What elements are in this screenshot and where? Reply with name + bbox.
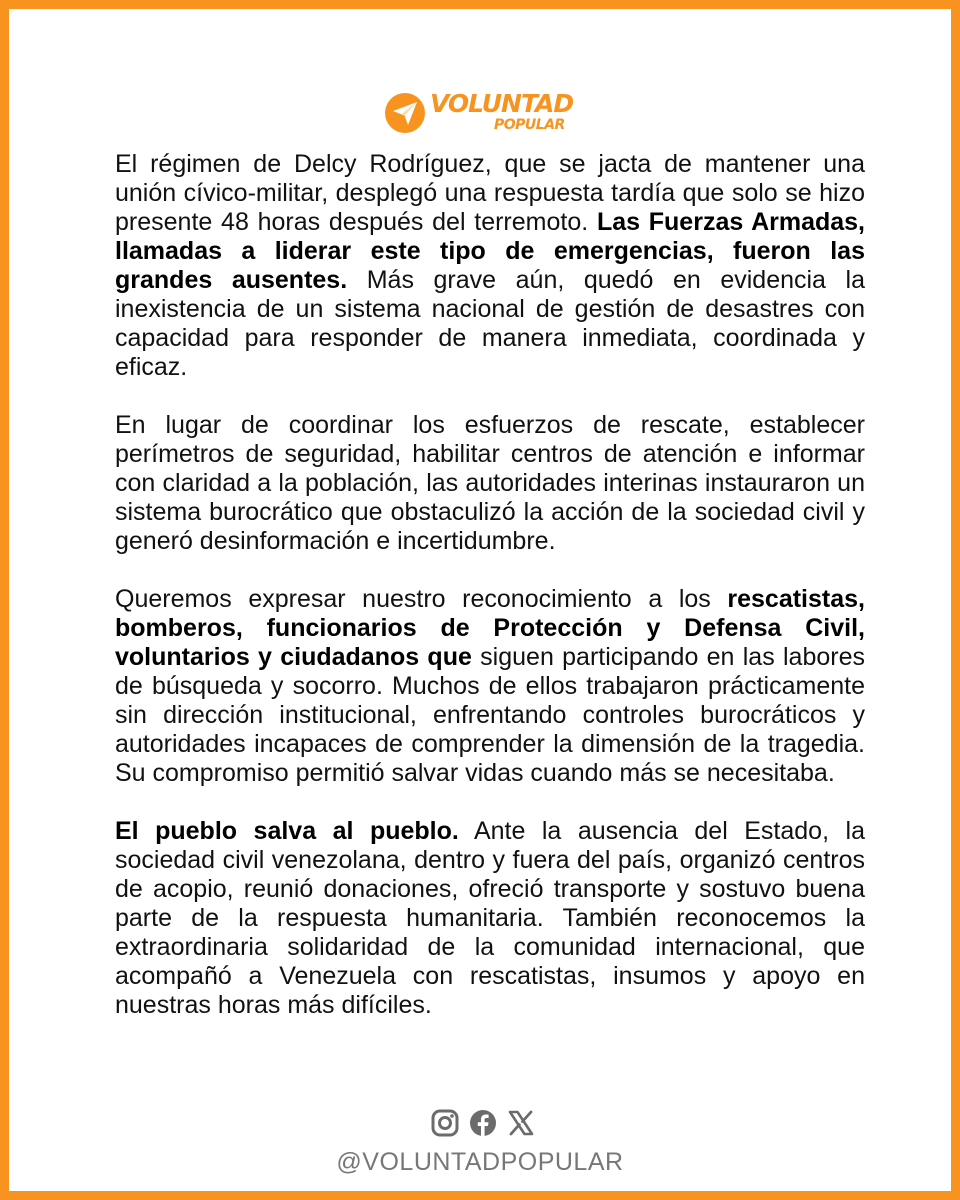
paragraph-bold-text: El pueblo salva al pueblo. [115,817,459,845]
x-icon[interactable] [506,1108,536,1138]
paragraph-text: En lugar de coordinar los esfuerzos de rescate, establecer perímetros de seguridad, habilitar centros de atención e informar con claridad a la población, las autoridades interinas instauraron un sistema burocrático que obstaculizó la acción de la sociedad civil y generó desinformación e incertidumbre. [115,411,865,555]
paragraph-text: Ante la ausencia del Estado, la sociedad civil venezolana, dentro y fuera del país, organizó centros de acopio, reunió donaciones, ofreció transporte y sostuvo buena parte de la respuesta humanitaria. También reconocemos la extraordinaria solidaridad de la comunidad internacional, que acompañó a Venezuela con rescatistas, insumos y apoyo en nuestras horas más difíciles. [115,817,865,1019]
statement-paragraph [115,150,865,382]
instagram-icon[interactable] [430,1108,460,1138]
facebook-icon[interactable] [468,1108,498,1138]
statement-paragraph [115,585,865,788]
logo-word-voluntad: VOLUNTAD [430,89,574,118]
paragraph-text: Queremos expresar nuestro reconocimiento a los [115,585,728,613]
paragraph-bold-text: rescatistas, bomberos, funcionarios de Protección y Defensa Civil, voluntarios y ciudadanos que [115,585,865,671]
statement-paragraph [115,817,865,1020]
social-handle[interactable]: @VOLUNTADPOPULAR [336,1148,624,1176]
paragraph-text: siguen participando en las labores de búsqueda y socorro. Muchos de ellos trabajaron prácticamente sin dirección institucional, enfrentando controles burocráticos y autoridades incapaces de comprender la dimensión de la tragedia. Su compromiso permitió salvar vidas cuando más se necesitaba. [115,643,865,787]
voluntad-popular-logo [384,84,584,140]
statement-paragraph [115,411,865,556]
social-icons [430,1108,540,1140]
paragraph-text: El régimen de Delcy Rodríguez, que se jacta de mantener una unión cívico-militar, desplegó una respuesta tardía que solo se hizo presente 48 horas después del terremoto. [115,150,865,236]
logo-word-popular: POPULAR [494,117,565,133]
statement-body [115,150,865,1049]
paper-plane-icon [384,92,426,134]
paragraph-bold-text: Las Fuerzas Armadas, llamadas a liderar este tipo de emergencias, fueron las grandes ausentes. [115,208,866,294]
paragraph-text: Más grave aún, quedó en evidencia la inexistencia de un sistema nacional de gestión de desastres con capacidad para responder de manera inmediata, coordinada y eficaz. [115,266,865,381]
